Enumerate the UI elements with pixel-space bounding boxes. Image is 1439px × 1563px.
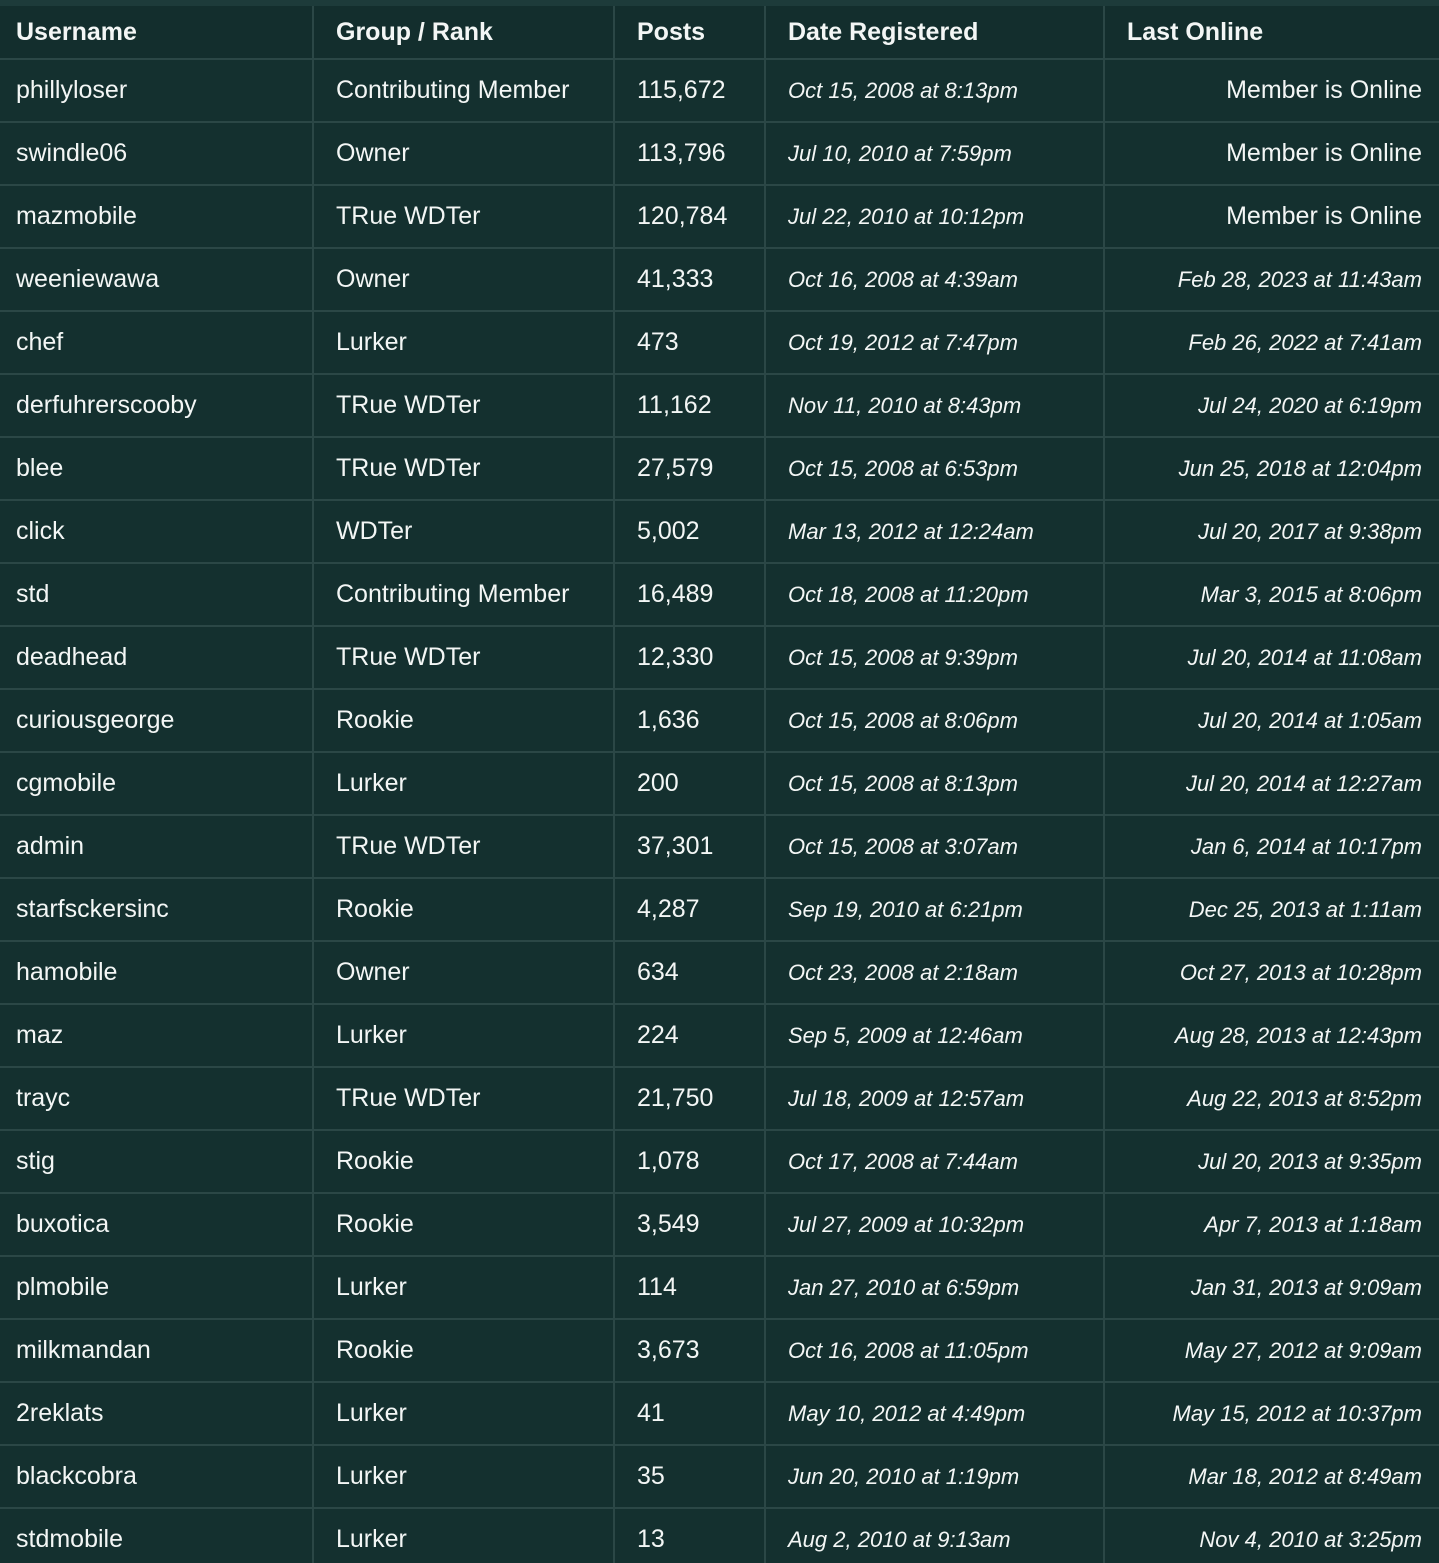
posts-count-cell: 115,672	[614, 59, 765, 122]
posts-count-cell: 11,162	[614, 374, 765, 437]
username-link[interactable]: hamobile	[0, 941, 313, 1004]
table-row	[0, 563, 1439, 626]
date-registered-cell: Jun 20, 2010 at 1:19pm	[765, 1445, 1104, 1508]
table-row	[0, 1193, 1439, 1256]
last-online-cell: Aug 22, 2013 at 8:52pm	[1104, 1067, 1439, 1130]
posts-count-cell: 41,333	[614, 248, 765, 311]
table-row	[0, 1319, 1439, 1382]
table-row	[0, 248, 1439, 311]
username-link[interactable]: mazmobile	[0, 185, 313, 248]
username-link[interactable]: 2reklats	[0, 1382, 313, 1445]
group-rank-cell: Contributing Member	[313, 563, 614, 626]
column-header-posts[interactable]: Posts	[614, 6, 765, 59]
last-online-cell: Oct 27, 2013 at 10:28pm	[1104, 941, 1439, 1004]
posts-count-cell: 114	[614, 1256, 765, 1319]
posts-count-cell: 4,287	[614, 878, 765, 941]
group-rank-cell: TRue WDTer	[313, 185, 614, 248]
last-online-cell: Dec 25, 2013 at 1:11am	[1104, 878, 1439, 941]
table-row	[0, 878, 1439, 941]
last-online-cell: Apr 7, 2013 at 1:18am	[1104, 1193, 1439, 1256]
last-online-cell: Member is Online	[1104, 59, 1439, 122]
table-row	[0, 185, 1439, 248]
username-link[interactable]: stdmobile	[0, 1508, 313, 1563]
posts-count-cell: 634	[614, 941, 765, 1004]
date-registered-cell: Oct 19, 2012 at 7:47pm	[765, 311, 1104, 374]
group-rank-cell: WDTer	[313, 500, 614, 563]
date-registered-cell: Jul 22, 2010 at 10:12pm	[765, 185, 1104, 248]
table-row	[0, 752, 1439, 815]
table-row	[0, 941, 1439, 1004]
date-registered-cell: Jul 18, 2009 at 12:57am	[765, 1067, 1104, 1130]
last-online-cell: Jul 20, 2017 at 9:38pm	[1104, 500, 1439, 563]
date-registered-cell: Oct 15, 2008 at 8:13pm	[765, 752, 1104, 815]
column-header-group[interactable]: Group / Rank	[313, 6, 614, 59]
last-online-cell: May 15, 2012 at 10:37pm	[1104, 1382, 1439, 1445]
posts-count-cell: 3,673	[614, 1319, 765, 1382]
date-registered-cell: Sep 19, 2010 at 6:21pm	[765, 878, 1104, 941]
table-row	[0, 689, 1439, 752]
posts-count-cell: 35	[614, 1445, 765, 1508]
username-link[interactable]: weeniewawa	[0, 248, 313, 311]
username-link[interactable]: phillyloser	[0, 59, 313, 122]
last-online-cell: May 27, 2012 at 9:09am	[1104, 1319, 1439, 1382]
posts-count-cell: 16,489	[614, 563, 765, 626]
last-online-cell: Feb 28, 2023 at 11:43am	[1104, 248, 1439, 311]
last-online-cell: Aug 28, 2013 at 12:43pm	[1104, 1004, 1439, 1067]
date-registered-cell: Jan 27, 2010 at 6:59pm	[765, 1256, 1104, 1319]
date-registered-cell: Oct 15, 2008 at 9:39pm	[765, 626, 1104, 689]
username-link[interactable]: std	[0, 563, 313, 626]
date-registered-cell: Nov 11, 2010 at 8:43pm	[765, 374, 1104, 437]
date-registered-cell: May 10, 2012 at 4:49pm	[765, 1382, 1104, 1445]
table-row	[0, 1130, 1439, 1193]
last-online-cell: Jul 20, 2014 at 11:08am	[1104, 626, 1439, 689]
posts-count-cell: 37,301	[614, 815, 765, 878]
username-link[interactable]: derfuhrerscooby	[0, 374, 313, 437]
username-link[interactable]: click	[0, 500, 313, 563]
column-header-date-registered[interactable]: Date Registered	[765, 6, 1104, 59]
username-link[interactable]: deadhead	[0, 626, 313, 689]
posts-count-cell: 200	[614, 752, 765, 815]
posts-count-cell: 41	[614, 1382, 765, 1445]
group-rank-cell: Lurker	[313, 1445, 614, 1508]
group-rank-cell: Lurker	[313, 311, 614, 374]
table-row	[0, 1445, 1439, 1508]
date-registered-cell: Mar 13, 2012 at 12:24am	[765, 500, 1104, 563]
table-row	[0, 626, 1439, 689]
last-online-cell: Jul 20, 2014 at 12:27am	[1104, 752, 1439, 815]
members-table	[0, 6, 1439, 1563]
group-rank-cell: Rookie	[313, 689, 614, 752]
date-registered-cell: Oct 23, 2008 at 2:18am	[765, 941, 1104, 1004]
last-online-cell: Jan 31, 2013 at 9:09am	[1104, 1256, 1439, 1319]
date-registered-cell: Oct 17, 2008 at 7:44am	[765, 1130, 1104, 1193]
last-online-cell: Member is Online	[1104, 185, 1439, 248]
posts-count-cell: 13	[614, 1508, 765, 1563]
last-online-cell: Jun 25, 2018 at 12:04pm	[1104, 437, 1439, 500]
username-link[interactable]: plmobile	[0, 1256, 313, 1319]
group-rank-cell: Rookie	[313, 1193, 614, 1256]
date-registered-cell: Oct 18, 2008 at 11:20pm	[765, 563, 1104, 626]
posts-count-cell: 1,636	[614, 689, 765, 752]
username-link[interactable]: maz	[0, 1004, 313, 1067]
date-registered-cell: Oct 16, 2008 at 4:39am	[765, 248, 1104, 311]
column-header-username[interactable]: Username	[0, 6, 313, 59]
table-row	[0, 437, 1439, 500]
table-header-row	[0, 6, 1439, 59]
username-link[interactable]: starfsckersinc	[0, 878, 313, 941]
table-row	[0, 122, 1439, 185]
date-registered-cell: Oct 16, 2008 at 11:05pm	[765, 1319, 1104, 1382]
group-rank-cell: Lurker	[313, 1004, 614, 1067]
username-link[interactable]: cgmobile	[0, 752, 313, 815]
date-registered-cell: Oct 15, 2008 at 3:07am	[765, 815, 1104, 878]
posts-count-cell: 21,750	[614, 1067, 765, 1130]
table-row	[0, 1067, 1439, 1130]
posts-count-cell: 5,002	[614, 500, 765, 563]
table-row	[0, 1508, 1439, 1563]
group-rank-cell: TRue WDTer	[313, 1067, 614, 1130]
posts-count-cell: 473	[614, 311, 765, 374]
username-link[interactable]: swindle06	[0, 122, 313, 185]
username-link[interactable]: curiousgeorge	[0, 689, 313, 752]
username-link[interactable]: blackcobra	[0, 1445, 313, 1508]
group-rank-cell: Owner	[313, 122, 614, 185]
group-rank-cell: TRue WDTer	[313, 626, 614, 689]
last-online-cell: Jul 20, 2014 at 1:05am	[1104, 689, 1439, 752]
posts-count-cell: 1,078	[614, 1130, 765, 1193]
posts-count-cell: 12,330	[614, 626, 765, 689]
table-body	[0, 59, 1439, 1563]
username-link[interactable]: milkmandan	[0, 1319, 313, 1382]
group-rank-cell: Contributing Member	[313, 59, 614, 122]
last-online-cell: Mar 18, 2012 at 8:49am	[1104, 1445, 1439, 1508]
table-row	[0, 374, 1439, 437]
last-online-cell: Mar 3, 2015 at 8:06pm	[1104, 563, 1439, 626]
group-rank-cell: Lurker	[313, 1256, 614, 1319]
username-link[interactable]: chef	[0, 311, 313, 374]
posts-count-cell: 120,784	[614, 185, 765, 248]
group-rank-cell: Lurker	[313, 1382, 614, 1445]
group-rank-cell: TRue WDTer	[313, 437, 614, 500]
table-row	[0, 311, 1439, 374]
column-header-last-online[interactable]: Last Online	[1104, 6, 1439, 59]
posts-count-cell: 113,796	[614, 122, 765, 185]
date-registered-cell: Sep 5, 2009 at 12:46am	[765, 1004, 1104, 1067]
username-link[interactable]: admin	[0, 815, 313, 878]
date-registered-cell: Jul 10, 2010 at 7:59pm	[765, 122, 1104, 185]
last-online-cell: Member is Online	[1104, 122, 1439, 185]
last-online-cell: Jan 6, 2014 at 10:17pm	[1104, 815, 1439, 878]
group-rank-cell: Lurker	[313, 752, 614, 815]
group-rank-cell: TRue WDTer	[313, 374, 614, 437]
posts-count-cell: 3,549	[614, 1193, 765, 1256]
group-rank-cell: Owner	[313, 941, 614, 1004]
posts-count-cell: 27,579	[614, 437, 765, 500]
table-row	[0, 500, 1439, 563]
username-link[interactable]: buxotica	[0, 1193, 313, 1256]
last-online-cell: Jul 20, 2013 at 9:35pm	[1104, 1130, 1439, 1193]
posts-count-cell: 224	[614, 1004, 765, 1067]
last-online-cell: Nov 4, 2010 at 3:25pm	[1104, 1508, 1439, 1563]
date-registered-cell: Aug 2, 2010 at 9:13am	[765, 1508, 1104, 1563]
username-link[interactable]: trayc	[0, 1067, 313, 1130]
group-rank-cell: Lurker	[313, 1508, 614, 1563]
table-row	[0, 1256, 1439, 1319]
last-online-cell: Feb 26, 2022 at 7:41am	[1104, 311, 1439, 374]
date-registered-cell: Oct 15, 2008 at 8:13pm	[765, 59, 1104, 122]
group-rank-cell: Rookie	[313, 878, 614, 941]
date-registered-cell: Oct 15, 2008 at 8:06pm	[765, 689, 1104, 752]
username-link[interactable]: blee	[0, 437, 313, 500]
table-row	[0, 1382, 1439, 1445]
group-rank-cell: TRue WDTer	[313, 815, 614, 878]
last-online-cell: Jul 24, 2020 at 6:19pm	[1104, 374, 1439, 437]
table-row	[0, 1004, 1439, 1067]
group-rank-cell: Owner	[313, 248, 614, 311]
username-link[interactable]: stig	[0, 1130, 313, 1193]
date-registered-cell: Oct 15, 2008 at 6:53pm	[765, 437, 1104, 500]
group-rank-cell: Rookie	[313, 1319, 614, 1382]
group-rank-cell: Rookie	[313, 1130, 614, 1193]
table-row	[0, 59, 1439, 122]
table-row	[0, 815, 1439, 878]
date-registered-cell: Jul 27, 2009 at 10:32pm	[765, 1193, 1104, 1256]
